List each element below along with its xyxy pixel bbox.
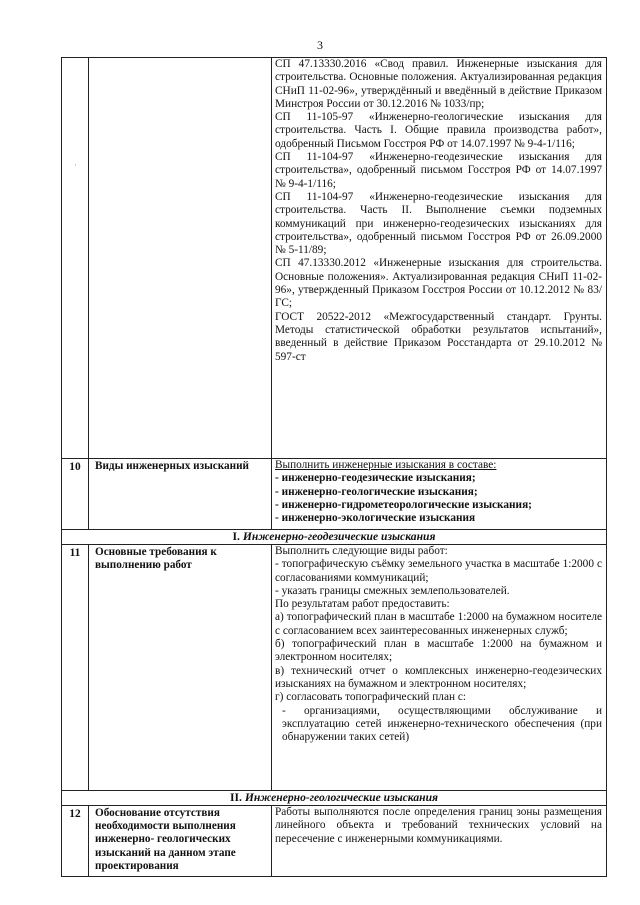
table-row-12	[62, 806, 607, 877]
justification-paragraph: Работы выполняются после определения границ зоны размещения линейного объекта и требований технических условий на пересечение с инженерными коммуникациями.	[275, 806, 602, 845]
section-number: I.	[232, 530, 240, 543]
standard-item: СП 11-105-97 «Инженерно-геологические изыскания для строительства. Часть I. Общие правила производства работ», одобренный Письмом Госстроя РФ от 14.07.1997 № 9-4-1/116;	[275, 111, 602, 150]
page-number: 3	[317, 38, 323, 52]
requirement-line: По результатам работ предоставить:	[275, 598, 450, 611]
section-header-row	[62, 791, 607, 806]
standards-list	[272, 58, 607, 459]
table-row-10	[62, 459, 607, 530]
requirements-table	[61, 57, 607, 877]
section-heading	[62, 791, 607, 806]
survey-intro: Выполнить инженерные изыскания в составе:	[275, 459, 497, 471]
row-label-cell	[89, 58, 272, 459]
work-requirements	[272, 545, 607, 791]
survey-type-item: - инженерно-гидрометеорологические изыскания;	[275, 498, 532, 511]
section-title: Инженерно-геологические изыскания	[244, 791, 439, 804]
standard-item: СП 11-104-97 «Инженерно-геодезические изыскания для строительства», одобренный письмом Госстроя РФ от 14.07.1997 № 9-4-1/116;	[275, 151, 602, 190]
row-label: Обоснование отсутствия необходимости выполнения инженерно- геологических изысканий на данном этапе проектирования	[89, 806, 272, 877]
survey-type-item: - инженерно-геодезические изыскания;	[275, 472, 476, 485]
survey-type-item: - инженерно-геологические изыскания;	[275, 485, 478, 498]
requirement-line: - организациями, осуществляющими обслуживание и эксплуатацию сетей инженерно-технического обеспечения (при обнаружении таких сетей)	[282, 704, 602, 744]
standard-item: СП 47.13330.2012 «Инженерные изыскания для строительства. Основные положения». Актуализированная редакция СНиП 11-02-96», утвержденный Приказом Госстроя России от 10.12.2012 № 83/ГС;	[275, 257, 602, 310]
requirement-line: б) топографический план в масштабе 1:2000 на бумажном и электронном носителях;	[275, 638, 602, 664]
row-label: Основные требования к выполнению работ	[89, 545, 272, 791]
justification-text	[272, 806, 607, 877]
section-number: II.	[229, 791, 242, 804]
survey-types	[272, 459, 607, 530]
requirement-line: Выполнить следующие виды работ:	[275, 545, 448, 557]
requirement-line: в) технический отчет о комплексных инженерно-геодезических изысканиях на бумажном и электронном носителях;	[275, 664, 602, 690]
row-number-cell	[62, 58, 89, 459]
standard-item: ГОСТ 20522-2012 «Межгосударственный стандарт. Грунты. Методы статистической обработки результатов испытаний», введенный в действие Приказом Росстандарта от 29.10.2012 № 597-ст	[275, 310, 602, 363]
row-label: Виды инженерных изысканий	[89, 459, 272, 530]
requirement-line: - топографическую съёмку земельного участка в масштабе 1:2000 с согласованиями коммуникаций;	[275, 558, 602, 584]
standard-item: СП 47.13330.2016 «Свод правил. Инженерные изыскания для строительства. Основные положения. Актуализированная редакция СНиП 11-02-96», утверждённый и введённый в действие Приказом Минстроя России от 30.12.2016 № 1033/пр;	[275, 58, 602, 110]
section-heading	[62, 530, 607, 545]
scan-mark: ·	[74, 161, 77, 170]
requirement-line: а) топографический план в масштабе 1:2000 на бумажном носителе с согласованием всех заинтересованных инженерных служб;	[275, 611, 602, 637]
requirement-line: - указать границы смежных землепользователей.	[275, 584, 510, 597]
section-header-row	[62, 530, 607, 545]
table-row-11	[62, 545, 607, 791]
row-number: 12	[62, 806, 89, 877]
table-row-standards	[62, 58, 607, 459]
section-title: Инженерно-геодезические изыскания	[242, 530, 436, 543]
row-number: 11	[62, 545, 89, 791]
row-number: 10	[62, 459, 89, 530]
survey-type-item: - инженерно-экологические изыскания	[275, 512, 476, 525]
requirement-line: г) согласовать топографический план с:	[275, 691, 466, 704]
standard-item: СП 11-104-97 «Инженерно-геодезические изыскания для строительства. Часть II. Выполнение съемки подземных коммуникаций при инженерно-геодезических изысканиях для строительства», одобренный письмом Госстроя РФ от 26.09.2000 № 5-11/89;	[275, 190, 602, 257]
